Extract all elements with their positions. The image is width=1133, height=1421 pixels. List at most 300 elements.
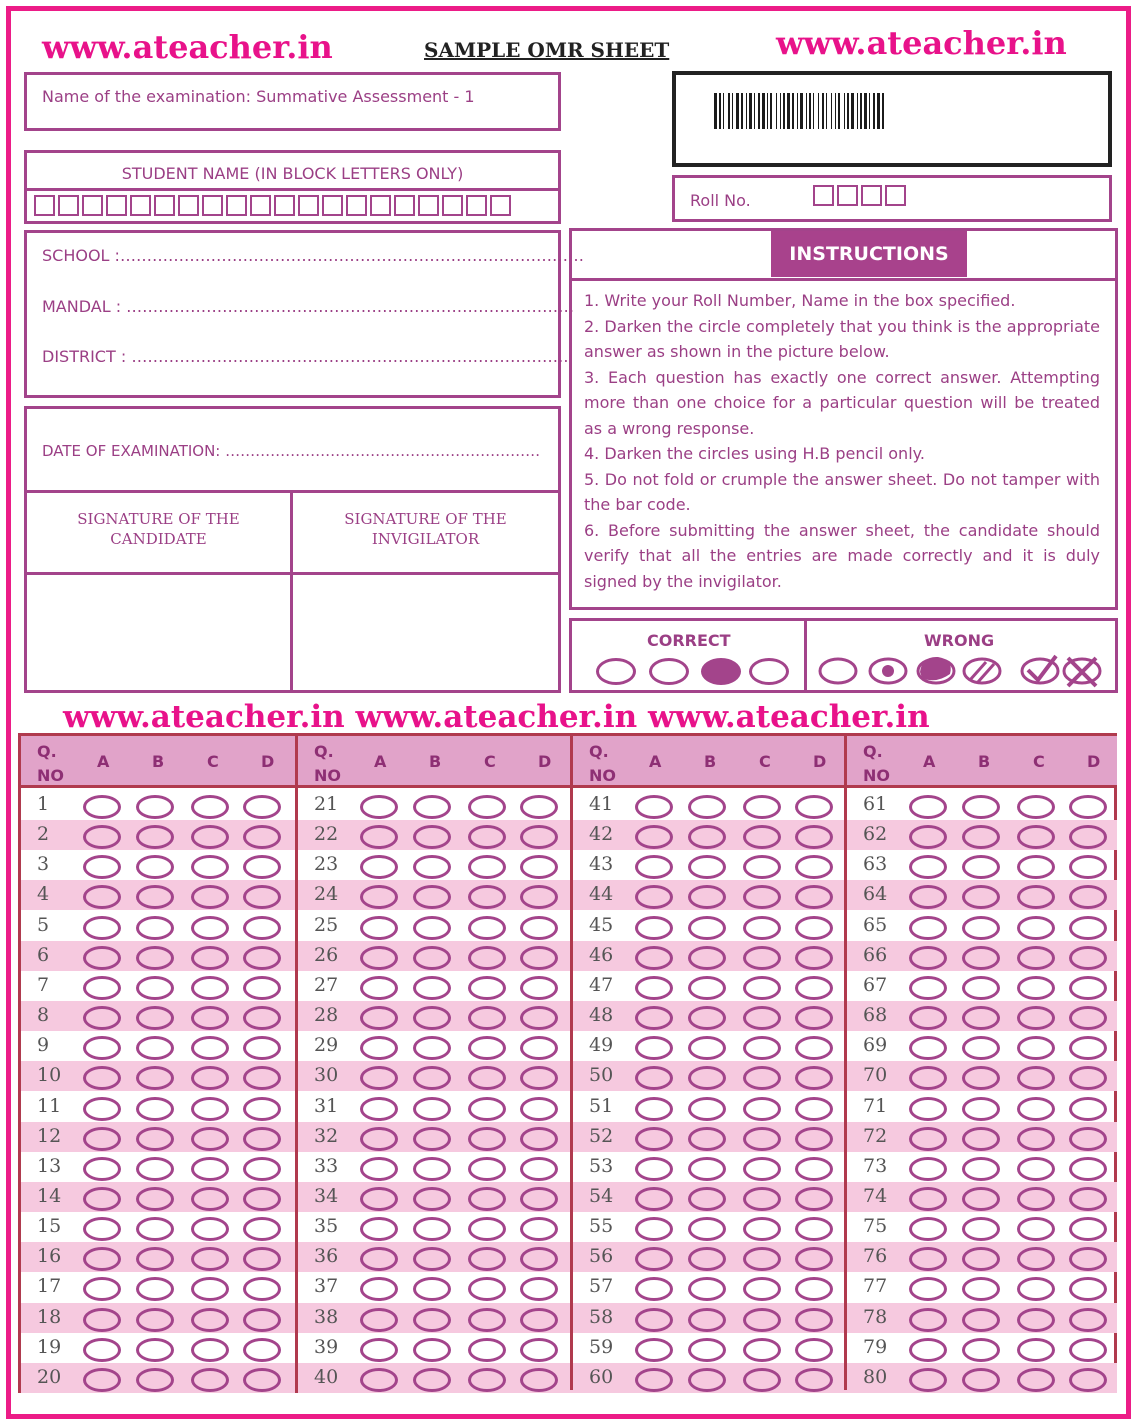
answer-bubble-c[interactable]: [468, 1157, 506, 1181]
answer-bubble-a[interactable]: [360, 1217, 398, 1241]
answer-bubble-c[interactable]: [468, 885, 506, 909]
answer-bubble-a[interactable]: [83, 1006, 121, 1030]
answer-bubble-b[interactable]: [136, 1277, 174, 1301]
answer-bubble-c[interactable]: [743, 1127, 781, 1151]
answer-bubble-a[interactable]: [83, 1368, 121, 1392]
answer-bubble-a[interactable]: [635, 916, 673, 940]
letter-block[interactable]: [490, 195, 511, 216]
answer-bubble-c[interactable]: [1017, 885, 1055, 909]
answer-bubble-b[interactable]: [136, 1157, 174, 1181]
answer-bubble-c[interactable]: [1017, 1097, 1055, 1121]
answer-bubble-a[interactable]: [83, 855, 121, 879]
answer-bubble-b[interactable]: [688, 1066, 726, 1090]
letter-block[interactable]: [861, 185, 882, 206]
answer-bubble-a[interactable]: [83, 1338, 121, 1362]
answer-bubble-b[interactable]: [962, 1006, 1000, 1030]
answer-bubble-d[interactable]: [795, 1066, 833, 1090]
answer-bubble-c[interactable]: [191, 946, 229, 970]
answer-bubble-b[interactable]: [962, 916, 1000, 940]
answer-bubble-a[interactable]: [909, 1368, 947, 1392]
answer-bubble-d[interactable]: [1069, 946, 1107, 970]
answer-bubble-d[interactable]: [1069, 885, 1107, 909]
answer-bubble-a[interactable]: [360, 1066, 398, 1090]
answer-bubble-b[interactable]: [688, 976, 726, 1000]
answer-bubble-c[interactable]: [1017, 976, 1055, 1000]
letter-block[interactable]: [106, 195, 127, 216]
letter-block[interactable]: [466, 195, 487, 216]
answer-bubble-b[interactable]: [136, 1066, 174, 1090]
answer-bubble-b[interactable]: [962, 1127, 1000, 1151]
answer-bubble-d[interactable]: [1069, 1338, 1107, 1362]
answer-bubble-d[interactable]: [1069, 1247, 1107, 1271]
letter-block[interactable]: [442, 195, 463, 216]
answer-bubble-d[interactable]: [520, 825, 558, 849]
district-field[interactable]: DISTRICT : ……………………………………………………………………….: [42, 347, 569, 366]
answer-bubble-c[interactable]: [191, 1187, 229, 1211]
letter-block[interactable]: [346, 195, 367, 216]
answer-bubble-a[interactable]: [83, 1217, 121, 1241]
answer-bubble-a[interactable]: [83, 825, 121, 849]
answer-bubble-c[interactable]: [468, 1247, 506, 1271]
answer-bubble-a[interactable]: [360, 976, 398, 1000]
answer-bubble-d[interactable]: [520, 1097, 558, 1121]
answer-bubble-b[interactable]: [136, 1247, 174, 1271]
answer-bubble-d[interactable]: [520, 1127, 558, 1151]
answer-bubble-c[interactable]: [743, 1308, 781, 1332]
answer-bubble-d[interactable]: [1069, 1217, 1107, 1241]
answer-bubble-a[interactable]: [360, 1308, 398, 1332]
answer-bubble-a[interactable]: [360, 1097, 398, 1121]
answer-bubble-a[interactable]: [83, 795, 121, 819]
answer-bubble-a[interactable]: [360, 1338, 398, 1362]
answer-bubble-d[interactable]: [243, 825, 281, 849]
answer-bubble-c[interactable]: [468, 1066, 506, 1090]
answer-bubble-d[interactable]: [1069, 1277, 1107, 1301]
answer-bubble-a[interactable]: [360, 946, 398, 970]
answer-bubble-a[interactable]: [635, 1006, 673, 1030]
answer-bubble-b[interactable]: [962, 825, 1000, 849]
answer-bubble-c[interactable]: [1017, 1187, 1055, 1211]
answer-bubble-a[interactable]: [83, 1308, 121, 1332]
answer-bubble-b[interactable]: [413, 1187, 451, 1211]
answer-bubble-a[interactable]: [635, 885, 673, 909]
answer-bubble-b[interactable]: [413, 1127, 451, 1151]
answer-bubble-b[interactable]: [962, 1308, 1000, 1332]
answer-bubble-d[interactable]: [243, 1157, 281, 1181]
answer-bubble-d[interactable]: [1069, 1157, 1107, 1181]
answer-bubble-b[interactable]: [136, 855, 174, 879]
answer-bubble-d[interactable]: [520, 1277, 558, 1301]
answer-bubble-b[interactable]: [688, 795, 726, 819]
answer-bubble-d[interactable]: [795, 1338, 833, 1362]
answer-bubble-b[interactable]: [688, 1247, 726, 1271]
answer-bubble-c[interactable]: [743, 1066, 781, 1090]
letter-block[interactable]: [813, 185, 834, 206]
answer-bubble-a[interactable]: [635, 1338, 673, 1362]
answer-bubble-a[interactable]: [909, 795, 947, 819]
answer-bubble-a[interactable]: [635, 1368, 673, 1392]
answer-bubble-a[interactable]: [635, 976, 673, 1000]
answer-bubble-b[interactable]: [962, 1187, 1000, 1211]
answer-bubble-c[interactable]: [743, 1368, 781, 1392]
answer-bubble-a[interactable]: [909, 1157, 947, 1181]
answer-bubble-b[interactable]: [962, 1097, 1000, 1121]
answer-bubble-c[interactable]: [743, 795, 781, 819]
answer-bubble-a[interactable]: [83, 1127, 121, 1151]
answer-bubble-a[interactable]: [909, 946, 947, 970]
answer-bubble-b[interactable]: [413, 1368, 451, 1392]
answer-bubble-d[interactable]: [1069, 1036, 1107, 1060]
answer-bubble-c[interactable]: [191, 1006, 229, 1030]
answer-bubble-b[interactable]: [413, 855, 451, 879]
answer-bubble-a[interactable]: [909, 916, 947, 940]
letter-block[interactable]: [34, 195, 55, 216]
answer-bubble-d[interactable]: [243, 1368, 281, 1392]
letter-block[interactable]: [154, 195, 175, 216]
answer-bubble-d[interactable]: [1069, 1097, 1107, 1121]
letter-block[interactable]: [322, 195, 343, 216]
answer-bubble-c[interactable]: [743, 1157, 781, 1181]
answer-bubble-b[interactable]: [688, 1127, 726, 1151]
answer-bubble-b[interactable]: [413, 946, 451, 970]
answer-bubble-c[interactable]: [743, 1277, 781, 1301]
answer-bubble-d[interactable]: [243, 946, 281, 970]
answer-bubble-a[interactable]: [360, 855, 398, 879]
answer-bubble-c[interactable]: [1017, 1247, 1055, 1271]
answer-bubble-c[interactable]: [468, 1127, 506, 1151]
answer-bubble-b[interactable]: [413, 1006, 451, 1030]
answer-bubble-d[interactable]: [520, 976, 558, 1000]
answer-bubble-d[interactable]: [243, 916, 281, 940]
answer-bubble-d[interactable]: [795, 916, 833, 940]
answer-bubble-d[interactable]: [520, 855, 558, 879]
answer-bubble-b[interactable]: [962, 1066, 1000, 1090]
answer-bubble-b[interactable]: [962, 1157, 1000, 1181]
date-field[interactable]: DATE OF EXAMINATION: ………………………………………………………: [42, 442, 541, 460]
letter-block[interactable]: [370, 195, 391, 216]
answer-bubble-b[interactable]: [962, 946, 1000, 970]
answer-bubble-d[interactable]: [795, 855, 833, 879]
answer-bubble-a[interactable]: [360, 1127, 398, 1151]
answer-bubble-a[interactable]: [83, 1247, 121, 1271]
answer-bubble-c[interactable]: [743, 1247, 781, 1271]
answer-bubble-c[interactable]: [468, 1368, 506, 1392]
answer-bubble-b[interactable]: [136, 1006, 174, 1030]
answer-bubble-a[interactable]: [635, 825, 673, 849]
answer-bubble-b[interactable]: [413, 1338, 451, 1362]
answer-bubble-a[interactable]: [360, 1006, 398, 1030]
answer-bubble-a[interactable]: [909, 976, 947, 1000]
answer-bubble-a[interactable]: [360, 1157, 398, 1181]
answer-bubble-a[interactable]: [360, 1277, 398, 1301]
answer-bubble-c[interactable]: [743, 916, 781, 940]
answer-bubble-d[interactable]: [243, 885, 281, 909]
answer-bubble-d[interactable]: [520, 1187, 558, 1211]
letter-block[interactable]: [418, 195, 439, 216]
answer-bubble-c[interactable]: [191, 1277, 229, 1301]
answer-bubble-d[interactable]: [520, 1308, 558, 1332]
answer-bubble-d[interactable]: [795, 1157, 833, 1181]
answer-bubble-b[interactable]: [962, 1036, 1000, 1060]
answer-bubble-d[interactable]: [243, 1308, 281, 1332]
answer-bubble-c[interactable]: [1017, 1368, 1055, 1392]
answer-bubble-d[interactable]: [243, 1006, 281, 1030]
answer-bubble-d[interactable]: [1069, 855, 1107, 879]
answer-bubble-b[interactable]: [413, 825, 451, 849]
answer-bubble-a[interactable]: [360, 1247, 398, 1271]
answer-bubble-b[interactable]: [688, 1338, 726, 1362]
answer-bubble-a[interactable]: [635, 946, 673, 970]
answer-bubble-a[interactable]: [635, 1308, 673, 1332]
answer-bubble-d[interactable]: [795, 1187, 833, 1211]
answer-bubble-a[interactable]: [635, 1277, 673, 1301]
answer-bubble-c[interactable]: [1017, 825, 1055, 849]
answer-bubble-c[interactable]: [468, 1338, 506, 1362]
answer-bubble-d[interactable]: [1069, 1127, 1107, 1151]
answer-bubble-c[interactable]: [743, 1097, 781, 1121]
answer-bubble-d[interactable]: [795, 1217, 833, 1241]
answer-bubble-c[interactable]: [743, 1187, 781, 1211]
answer-bubble-d[interactable]: [243, 1217, 281, 1241]
answer-bubble-c[interactable]: [1017, 1338, 1055, 1362]
answer-bubble-c[interactable]: [1017, 1127, 1055, 1151]
answer-bubble-b[interactable]: [136, 1217, 174, 1241]
answer-bubble-d[interactable]: [243, 976, 281, 1000]
answer-bubble-b[interactable]: [136, 1338, 174, 1362]
answer-bubble-d[interactable]: [795, 885, 833, 909]
answer-bubble-c[interactable]: [191, 885, 229, 909]
answer-bubble-c[interactable]: [468, 976, 506, 1000]
answer-bubble-a[interactable]: [360, 916, 398, 940]
answer-bubble-b[interactable]: [413, 1217, 451, 1241]
answer-bubble-c[interactable]: [191, 1097, 229, 1121]
answer-bubble-c[interactable]: [468, 1308, 506, 1332]
answer-bubble-c[interactable]: [743, 1217, 781, 1241]
answer-bubble-a[interactable]: [909, 1338, 947, 1362]
answer-bubble-d[interactable]: [520, 1338, 558, 1362]
answer-bubble-d[interactable]: [520, 1368, 558, 1392]
answer-bubble-a[interactable]: [360, 1036, 398, 1060]
answer-bubble-d[interactable]: [795, 946, 833, 970]
answer-bubble-b[interactable]: [688, 825, 726, 849]
answer-bubble-d[interactable]: [795, 795, 833, 819]
letter-block[interactable]: [250, 195, 271, 216]
letter-block[interactable]: [226, 195, 247, 216]
answer-bubble-c[interactable]: [468, 1187, 506, 1211]
answer-bubble-c[interactable]: [1017, 1308, 1055, 1332]
answer-bubble-b[interactable]: [136, 1036, 174, 1060]
answer-bubble-d[interactable]: [243, 1066, 281, 1090]
letter-block[interactable]: [394, 195, 415, 216]
answer-bubble-c[interactable]: [1017, 916, 1055, 940]
answer-bubble-d[interactable]: [520, 1157, 558, 1181]
answer-bubble-b[interactable]: [962, 855, 1000, 879]
answer-bubble-b[interactable]: [962, 795, 1000, 819]
answer-bubble-c[interactable]: [1017, 1217, 1055, 1241]
answer-bubble-c[interactable]: [191, 855, 229, 879]
answer-bubble-c[interactable]: [191, 1036, 229, 1060]
answer-bubble-d[interactable]: [520, 916, 558, 940]
answer-bubble-c[interactable]: [1017, 1277, 1055, 1301]
answer-bubble-d[interactable]: [243, 795, 281, 819]
answer-bubble-d[interactable]: [795, 1308, 833, 1332]
answer-bubble-c[interactable]: [191, 1066, 229, 1090]
answer-bubble-b[interactable]: [136, 885, 174, 909]
answer-bubble-b[interactable]: [688, 946, 726, 970]
answer-bubble-c[interactable]: [191, 1338, 229, 1362]
answer-bubble-c[interactable]: [191, 1217, 229, 1241]
answer-bubble-a[interactable]: [909, 825, 947, 849]
answer-bubble-d[interactable]: [795, 976, 833, 1000]
answer-bubble-b[interactable]: [413, 1066, 451, 1090]
answer-bubble-b[interactable]: [688, 885, 726, 909]
answer-bubble-b[interactable]: [688, 1368, 726, 1392]
answer-bubble-a[interactable]: [360, 885, 398, 909]
letter-block[interactable]: [298, 195, 319, 216]
answer-bubble-a[interactable]: [83, 1187, 121, 1211]
answer-bubble-c[interactable]: [468, 1277, 506, 1301]
answer-bubble-d[interactable]: [795, 1247, 833, 1271]
answer-bubble-d[interactable]: [1069, 1368, 1107, 1392]
answer-bubble-b[interactable]: [413, 1277, 451, 1301]
answer-bubble-c[interactable]: [468, 795, 506, 819]
answer-bubble-c[interactable]: [191, 1247, 229, 1271]
answer-bubble-b[interactable]: [962, 1338, 1000, 1362]
answer-bubble-b[interactable]: [413, 1036, 451, 1060]
answer-bubble-a[interactable]: [909, 1127, 947, 1151]
answer-bubble-b[interactable]: [962, 976, 1000, 1000]
answer-bubble-a[interactable]: [83, 1066, 121, 1090]
answer-bubble-d[interactable]: [243, 855, 281, 879]
answer-bubble-d[interactable]: [1069, 976, 1107, 1000]
answer-bubble-d[interactable]: [795, 1368, 833, 1392]
answer-bubble-a[interactable]: [83, 946, 121, 970]
answer-bubble-d[interactable]: [243, 1036, 281, 1060]
answer-bubble-a[interactable]: [83, 1097, 121, 1121]
answer-bubble-b[interactable]: [688, 1217, 726, 1241]
answer-bubble-c[interactable]: [191, 825, 229, 849]
answer-bubble-a[interactable]: [909, 1277, 947, 1301]
answer-bubble-b[interactable]: [962, 1247, 1000, 1271]
answer-bubble-b[interactable]: [688, 1097, 726, 1121]
answer-bubble-d[interactable]: [243, 1277, 281, 1301]
answer-bubble-a[interactable]: [909, 1308, 947, 1332]
answer-bubble-c[interactable]: [191, 1127, 229, 1151]
letter-block[interactable]: [837, 185, 858, 206]
answer-bubble-c[interactable]: [191, 1157, 229, 1181]
answer-bubble-b[interactable]: [136, 795, 174, 819]
answer-bubble-c[interactable]: [191, 795, 229, 819]
answer-bubble-d[interactable]: [520, 1217, 558, 1241]
answer-bubble-b[interactable]: [688, 1036, 726, 1060]
answer-bubble-d[interactable]: [795, 1036, 833, 1060]
answer-bubble-c[interactable]: [468, 1006, 506, 1030]
answer-bubble-a[interactable]: [635, 1036, 673, 1060]
letter-block[interactable]: [130, 195, 151, 216]
answer-bubble-d[interactable]: [520, 1006, 558, 1030]
answer-bubble-b[interactable]: [688, 855, 726, 879]
answer-bubble-c[interactable]: [1017, 855, 1055, 879]
answer-bubble-a[interactable]: [83, 916, 121, 940]
answer-bubble-b[interactable]: [413, 976, 451, 1000]
answer-bubble-d[interactable]: [243, 1247, 281, 1271]
answer-bubble-d[interactable]: [1069, 825, 1107, 849]
answer-bubble-a[interactable]: [635, 1247, 673, 1271]
answer-bubble-d[interactable]: [1069, 795, 1107, 819]
answer-bubble-b[interactable]: [413, 1308, 451, 1332]
answer-bubble-d[interactable]: [520, 946, 558, 970]
answer-bubble-a[interactable]: [909, 1187, 947, 1211]
answer-bubble-a[interactable]: [83, 1157, 121, 1181]
answer-bubble-d[interactable]: [520, 1036, 558, 1060]
answer-bubble-b[interactable]: [136, 1097, 174, 1121]
answer-bubble-b[interactable]: [136, 1187, 174, 1211]
answer-bubble-d[interactable]: [1069, 1066, 1107, 1090]
answer-bubble-a[interactable]: [635, 1217, 673, 1241]
roll-blocks[interactable]: [813, 185, 909, 206]
answer-bubble-c[interactable]: [191, 916, 229, 940]
answer-bubble-d[interactable]: [520, 1066, 558, 1090]
answer-bubble-b[interactable]: [962, 1368, 1000, 1392]
answer-bubble-a[interactable]: [909, 1006, 947, 1030]
answer-bubble-c[interactable]: [743, 946, 781, 970]
answer-bubble-c[interactable]: [743, 976, 781, 1000]
answer-bubble-a[interactable]: [360, 1187, 398, 1211]
answer-bubble-d[interactable]: [795, 1127, 833, 1151]
answer-bubble-c[interactable]: [1017, 1157, 1055, 1181]
student-name-blocks[interactable]: [34, 195, 514, 216]
answer-bubble-b[interactable]: [136, 976, 174, 1000]
school-field[interactable]: SCHOOL :……………………………………………………………………………: [42, 246, 584, 265]
letter-block[interactable]: [885, 185, 906, 206]
answer-bubble-d[interactable]: [243, 1127, 281, 1151]
answer-bubble-d[interactable]: [1069, 1006, 1107, 1030]
answer-bubble-d[interactable]: [795, 1097, 833, 1121]
answer-bubble-d[interactable]: [1069, 1308, 1107, 1332]
answer-bubble-c[interactable]: [1017, 1006, 1055, 1030]
answer-bubble-a[interactable]: [909, 855, 947, 879]
answer-bubble-a[interactable]: [635, 1127, 673, 1151]
answer-bubble-b[interactable]: [962, 885, 1000, 909]
answer-bubble-c[interactable]: [191, 1368, 229, 1392]
answer-bubble-c[interactable]: [743, 1338, 781, 1362]
answer-bubble-b[interactable]: [136, 946, 174, 970]
answer-bubble-a[interactable]: [360, 1368, 398, 1392]
answer-bubble-b[interactable]: [136, 916, 174, 940]
answer-bubble-d[interactable]: [795, 1277, 833, 1301]
answer-bubble-b[interactable]: [688, 1187, 726, 1211]
answer-bubble-c[interactable]: [468, 1097, 506, 1121]
answer-bubble-b[interactable]: [688, 1157, 726, 1181]
letter-block[interactable]: [178, 195, 199, 216]
answer-bubble-b[interactable]: [413, 1157, 451, 1181]
answer-bubble-d[interactable]: [795, 1006, 833, 1030]
answer-bubble-d[interactable]: [243, 1097, 281, 1121]
answer-bubble-c[interactable]: [191, 976, 229, 1000]
answer-bubble-b[interactable]: [413, 885, 451, 909]
answer-bubble-a[interactable]: [909, 1097, 947, 1121]
answer-bubble-a[interactable]: [909, 1036, 947, 1060]
answer-bubble-b[interactable]: [413, 1247, 451, 1271]
answer-bubble-a[interactable]: [83, 1036, 121, 1060]
answer-bubble-b[interactable]: [136, 1368, 174, 1392]
answer-bubble-a[interactable]: [909, 885, 947, 909]
answer-bubble-c[interactable]: [743, 885, 781, 909]
answer-bubble-c[interactable]: [468, 825, 506, 849]
answer-bubble-c[interactable]: [468, 855, 506, 879]
answer-bubble-a[interactable]: [83, 976, 121, 1000]
answer-bubble-b[interactable]: [413, 795, 451, 819]
